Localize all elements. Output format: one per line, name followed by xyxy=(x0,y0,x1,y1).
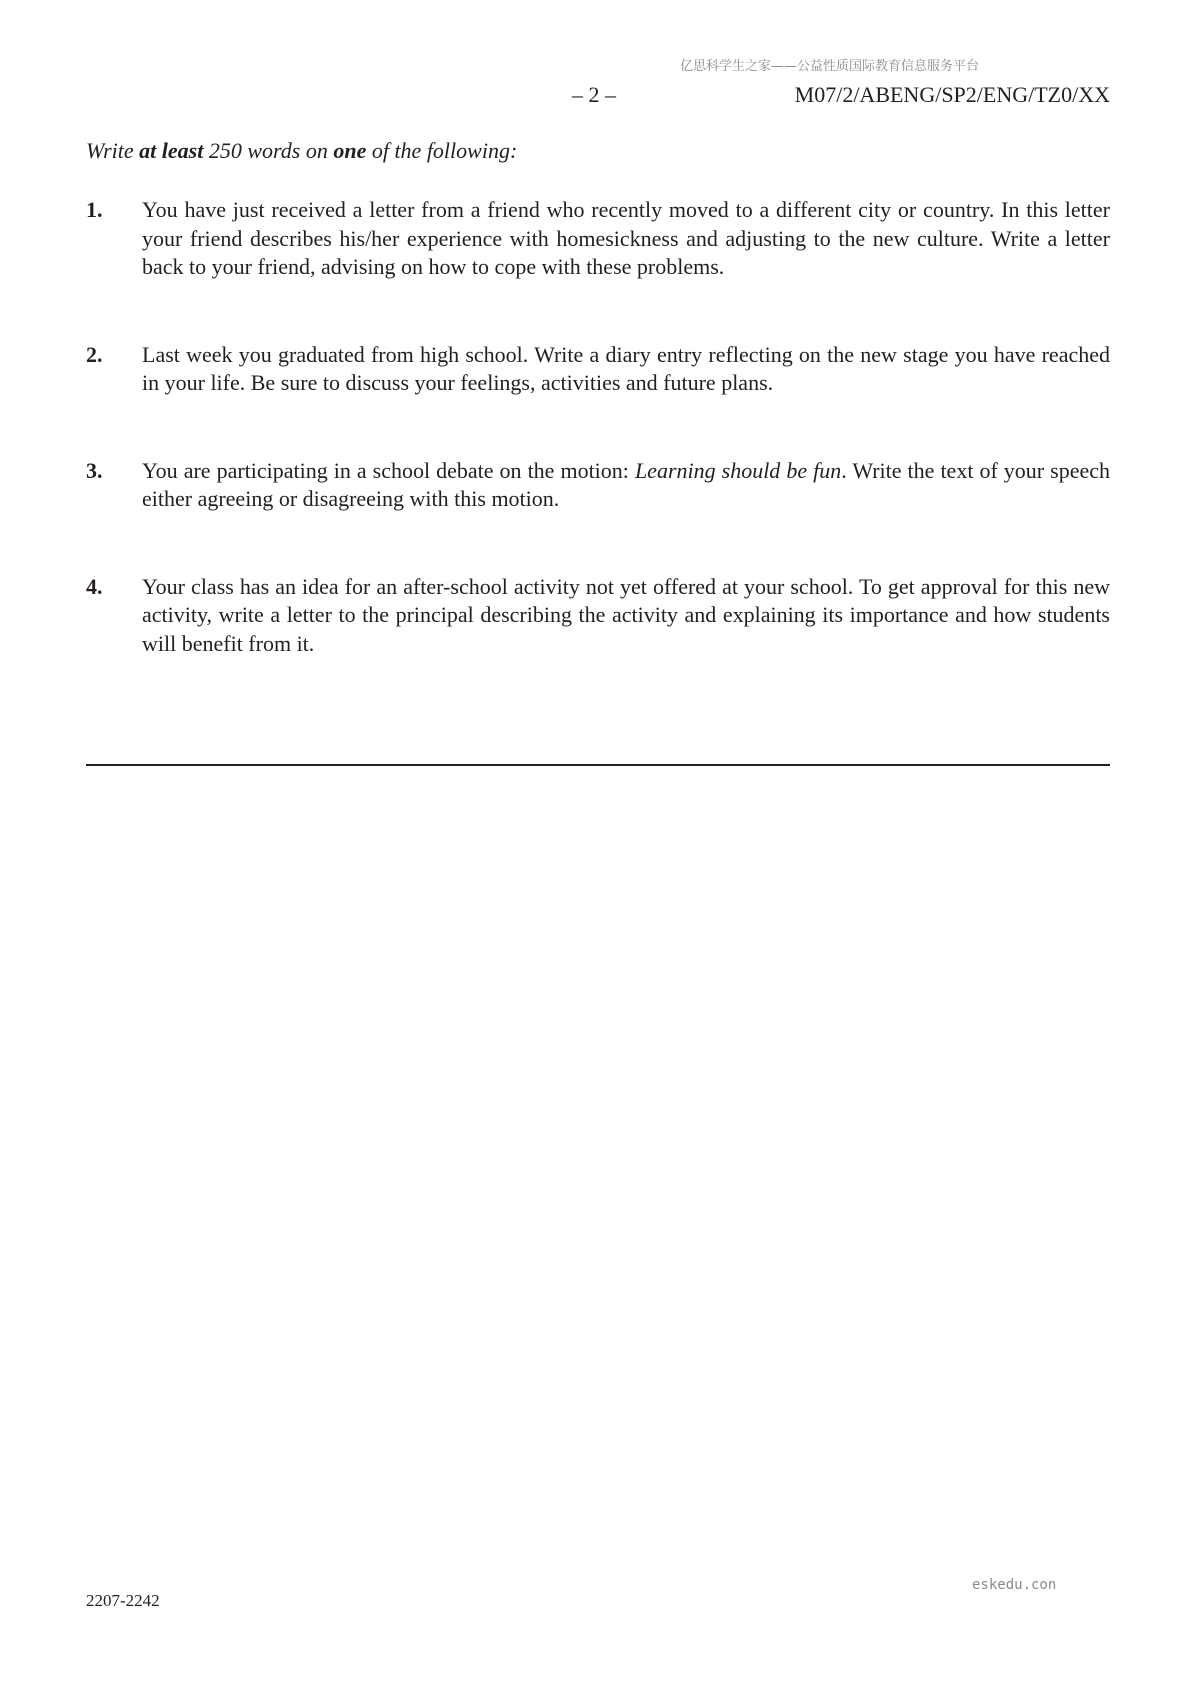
instruction-text: Write xyxy=(86,138,140,163)
question-text-after: . Write the text of your speech either agreeing or disagreeing with this motion. xyxy=(142,457,1110,511)
question-text-before: You are participating in a school debate on the motion: xyxy=(142,457,635,483)
question-item xyxy=(86,457,1110,514)
header-watermark: 亿思科学生之家——公益性质国际教育信息服务平台 xyxy=(680,59,980,74)
question-number: 2. xyxy=(86,341,103,367)
paper-code: M07/2/ABENG/SP2/ENG/TZ0/XX xyxy=(794,82,1110,107)
instruction-emphasis: at least xyxy=(139,138,204,163)
question-item xyxy=(86,196,1110,282)
question-number: 1. xyxy=(86,197,103,222)
instruction-emphasis: one xyxy=(333,138,367,163)
debate-motion: Learning should be fun xyxy=(634,457,842,483)
footer-watermark: eskedu.con xyxy=(972,1577,1057,1593)
question-text: Last week you graduated from high school. Write a diary entry reflecting on the new stage you have reached in your life. Be sure to discuss your feelings, activities and future plans. xyxy=(142,341,1110,395)
question-text: You have just received a letter from a friend who recently moved to a different city or country. In this letter your friend describes his/her experience with homesickness and adjusting to the new culture. Write a letter back to your friend, advising on how to cope with these problems. xyxy=(142,197,1110,279)
question-text: Your class has an idea for an after-school activity not yet offered at your school. To get approval for this new activity, write a letter to the principal describing the activity and explaining its importance and how students will benefit from it. xyxy=(142,573,1110,656)
question-item xyxy=(86,573,1110,659)
end-rule xyxy=(86,764,1110,766)
instruction xyxy=(86,138,517,164)
question-number: 3. xyxy=(86,457,103,483)
question-item xyxy=(86,341,1110,398)
question-text xyxy=(142,457,1110,514)
question-number: 4. xyxy=(86,573,103,599)
instruction-text: 250 words on xyxy=(203,138,334,163)
footer-code: 2207-2242 xyxy=(86,1591,160,1610)
page-number: – 2 – xyxy=(572,82,616,107)
question-list xyxy=(86,196,1110,717)
instruction-text: of the following: xyxy=(366,138,518,163)
